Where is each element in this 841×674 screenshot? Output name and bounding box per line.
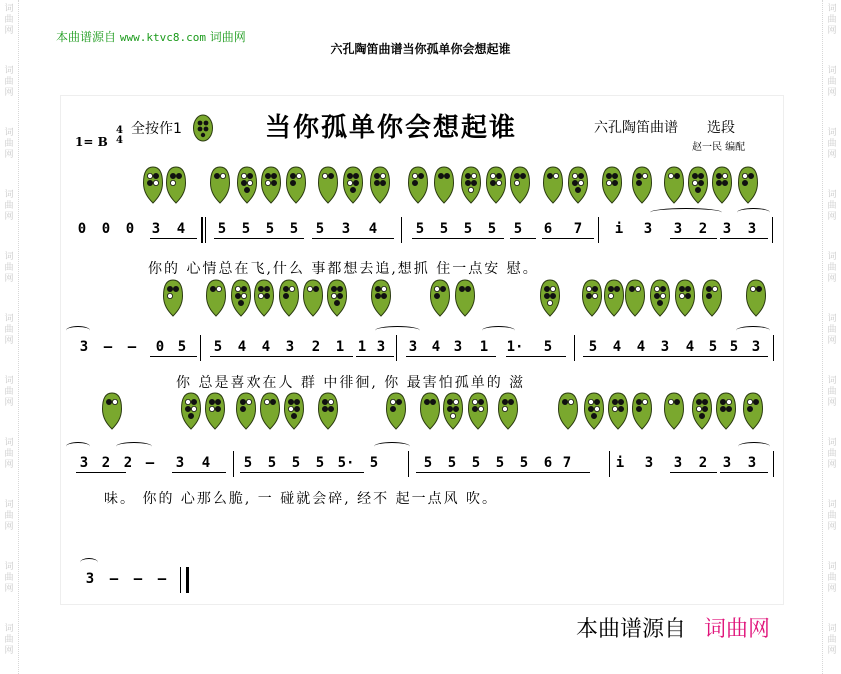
note: – [103,339,113,355]
note: 5 [463,221,473,237]
slur-mark [66,326,90,335]
note: 3 [722,221,732,237]
bar-line [598,217,599,243]
ocarina-fingering-icon [468,392,488,430]
ocarina-fingering-icon [558,392,578,430]
beat-underline [720,472,768,473]
beat-underline [510,238,536,239]
note: 5 [471,455,481,471]
ocarina-fingering-icon [455,279,475,317]
ocarina-fingering-icon [675,279,695,317]
ocarina-fingering-icon [210,166,230,204]
notation-line-1 [0,217,841,243]
slur-mark [482,326,515,335]
note: 4 [176,221,186,237]
ocarina-fingering-icon [604,279,624,317]
beat-underline [356,356,394,357]
watermark-mark: 词 曲 网 [4,4,14,36]
beat-underline [416,472,590,473]
watermark-mark: 词 曲 网 [4,624,14,656]
watermark-mark: 词 曲 网 [827,376,837,408]
note: 5 [447,455,457,471]
watermark-mark: 词 曲 网 [4,128,14,160]
slur-mark [80,558,98,567]
note: 5 [519,455,529,471]
note: 5 [708,339,718,355]
bar-line [401,217,402,243]
watermark-mark: 词 曲 网 [827,562,837,594]
ocarina-fingering-icon [738,166,758,204]
note: 3 [79,455,89,471]
note: 5 [241,221,251,237]
ocarina-fingering-icon [166,166,186,204]
beat-underline [240,472,364,473]
note: 5 [217,221,227,237]
fingering-label: 全按作1 [131,121,182,137]
note: 5 [495,455,505,471]
ocarina-fingering-icon [206,279,226,317]
ocarina-fingering-icon [237,166,257,204]
bar-line [396,335,397,361]
footer-source-prefix: 本曲谱源自 [576,617,687,642]
watermark-mark: 词 曲 网 [4,438,14,470]
note: 5 [243,455,253,471]
beat-underline [542,238,594,239]
bar-line [609,451,610,477]
ocarina-fingering-icon [716,392,736,430]
watermark-mark: 词 曲 网 [4,314,14,346]
ocarina-fingering-icon [286,166,306,204]
bar-line [574,335,575,361]
ocarina-fingering-icon [540,279,560,317]
note: 5 [177,339,187,355]
ocarina-fingering-icon [568,166,588,204]
header-url-link[interactable]: www.ktvc8.com [119,31,206,44]
ocarina-fingering-icon [498,392,518,430]
page-title: 六孔陶笛曲谱当你孤单你会想起谁 [330,42,511,56]
ocarina-fingering-icon [543,166,563,204]
watermark-mark: 词 曲 网 [4,190,14,222]
ocarina-fingering-icon [231,279,251,317]
ocarina-fingering-icon [343,166,363,204]
ocarina-fingering-icon [461,166,481,204]
ocarina-fingering-icon [510,166,530,204]
slur-mark [375,326,420,335]
note: 2 [698,221,708,237]
note: 3 [79,339,89,355]
ocarina-fingering-icon [692,392,712,430]
watermark-mark: 词 曲 网 [827,314,837,346]
ocarina-fingering-icon [261,166,281,204]
note: 4 [368,221,378,237]
beat-underline [172,472,226,473]
beat-underline [670,472,717,473]
note: 4 [237,339,247,355]
note: 4 [431,339,441,355]
ocarina-fingering-icon [236,392,256,430]
ocarina-fingering-icon [254,279,274,317]
beat-underline [412,238,504,239]
ocarina-fingering-icon [434,166,454,204]
ocarina-fingering-icon [743,392,763,430]
note: 5 [543,339,553,355]
note: 3 [376,339,386,355]
ocarina-fingering-icon [664,392,684,430]
bar-line [773,451,774,477]
note: – [145,455,155,471]
slur-mark [737,208,770,217]
ocarina-fingering-icon [664,166,684,204]
note: 7 [562,455,572,471]
notation-line-4 [0,567,841,593]
watermark-mark: 词 曲 网 [827,500,837,532]
beat-underline [150,356,197,357]
ocarina-fingering-icon [370,166,390,204]
note: 4 [612,339,622,355]
note: 5 [588,339,598,355]
note: 5 [415,221,425,237]
ocarina-fingering-icon [443,392,463,430]
lyrics-line-3: 味。 你的 心那么脆, 一 碰就会碎, 经不 起一点风 吹。 [104,491,499,507]
note: 3 [341,221,351,237]
ocarina-fingering-icon [584,392,604,430]
ocarina-all-closed-icon [193,114,213,142]
note: 3 [660,339,670,355]
note: 3 [408,339,418,355]
note: 5 [729,339,739,355]
note: 2 [101,455,111,471]
note: 5 [265,221,275,237]
bar-line [205,217,206,243]
beat-underline [720,238,768,239]
bar-line [408,451,409,477]
note: 5· [337,455,355,471]
footer-site-link[interactable]: 词曲网 [704,617,771,642]
notation-line-3 [0,451,841,477]
note: 5 [289,221,299,237]
bar-line [233,451,234,477]
slur-mark [116,442,152,451]
note: 3 [644,455,654,471]
ocarina-fingering-icon [260,392,280,430]
ocarina-fingering-icon [143,166,163,204]
meter-bottom: 4 [116,135,123,146]
time-signature [116,126,123,146]
watermark-mark: 词 曲 网 [827,4,837,36]
ocarina-fingering-icon [746,279,766,317]
watermark-mark: 词 曲 网 [827,128,837,160]
ocarina-fingering-icon [602,166,622,204]
ocarina-fingering-icon [284,392,304,430]
note: 5 [423,455,433,471]
repeat-end-bar [186,567,189,593]
note: 2 [698,455,708,471]
note: 4 [201,455,211,471]
lyrics-line-2: 你 总是喜欢在人 群 中徘徊, 你 最害怕孤单的 滋 [176,375,526,391]
note: 3 [747,221,757,237]
watermark-mark: 词 曲 网 [4,252,14,284]
ocarina-fingering-icon [688,166,708,204]
note: 3 [453,339,463,355]
slur-mark [738,442,770,451]
note: 3 [285,339,295,355]
slur-mark [736,326,770,335]
bar-line [200,335,201,361]
note: 4 [685,339,695,355]
ocarina-fingering-icon [371,279,391,317]
ocarina-fingering-icon [303,279,323,317]
watermark-mark: 词 曲 网 [827,624,837,656]
note: 5 [439,221,449,237]
note: 2 [123,455,133,471]
ocarina-fingering-icon [318,166,338,204]
ocarina-fingering-icon [702,279,722,317]
note: 3 [673,455,683,471]
note: – [127,339,137,355]
score-subtitle: 六孔陶笛曲谱 [594,120,678,136]
beat-underline [210,356,353,357]
note: 0 [125,221,135,237]
ocarina-fingering-icon [386,392,406,430]
ocarina-fingering-icon [632,392,652,430]
note: i [614,221,624,237]
watermark-mark: 词 曲 网 [4,376,14,408]
note: 4 [636,339,646,355]
bar-line [773,335,774,361]
note: 3 [151,221,161,237]
note: 3 [673,221,683,237]
arranger-credit: 赵一民 编配 [692,142,746,153]
header-site-link[interactable]: 词曲网 [209,30,246,44]
note: 1· [506,339,524,355]
note: 5 [315,455,325,471]
ocarina-fingering-icon [608,392,628,430]
bar-line [180,567,181,593]
note: 1 [357,339,367,355]
slur-mark [374,442,410,451]
note: 5 [267,455,277,471]
ocarina-fingering-icon [420,392,440,430]
note: 5 [213,339,223,355]
note: 3 [643,221,653,237]
note: 5 [513,221,523,237]
ocarina-fingering-icon [205,392,225,430]
song-title: 当你孤单你会想起谁 [265,113,518,143]
ocarina-fingering-icon [163,279,183,317]
watermark-mark: 词 曲 网 [4,562,14,594]
note: 0 [155,339,165,355]
note: 1 [335,339,345,355]
ocarina-fingering-icon [625,279,645,317]
note: – [133,571,143,587]
watermark-mark: 词 曲 网 [827,66,837,98]
ocarina-fingering-icon [181,392,201,430]
note: 3 [175,455,185,471]
note: i [615,455,625,471]
note: – [157,571,167,587]
header-source-prefix: 本曲谱源自 [56,30,117,44]
note: 6 [543,455,553,471]
note: 5 [291,455,301,471]
note: 3 [85,571,95,587]
ocarina-fingering-icon [632,166,652,204]
bar-line [772,217,773,243]
watermark-mark: 词 曲 网 [827,252,837,284]
ocarina-fingering-icon [430,279,450,317]
note: 3 [722,455,732,471]
slur-mark [66,442,90,451]
note: 5 [487,221,497,237]
ocarina-fingering-icon [582,279,602,317]
beat-underline [214,238,304,239]
watermark-mark: 词 曲 网 [827,438,837,470]
note: 6 [543,221,553,237]
ocarina-fingering-icon [279,279,299,317]
watermark-mark: 词 曲 网 [827,190,837,222]
note: 2 [311,339,321,355]
note: 3 [751,339,761,355]
note: 7 [573,221,583,237]
watermark-mark: 词 曲 网 [4,66,14,98]
lyrics-line-1: 你的 心情总在飞,什么 事都想去追,想抓 住一点安 慰。 [148,261,539,277]
slur-mark [650,208,722,217]
repeat-start-bar [201,217,203,243]
note: 0 [77,221,87,237]
ocarina-fingering-icon [712,166,732,204]
meter-top: 4 [116,125,123,136]
ocarina-fingering-icon [486,166,506,204]
ocarina-fingering-icon [650,279,670,317]
note: 5 [315,221,325,237]
note: 5 [369,455,379,471]
beat-underline [312,238,394,239]
beat-underline [583,356,768,357]
excerpt-label: 选段 [707,120,735,136]
beat-underline [406,356,496,357]
key-signature: 1= B [75,135,108,149]
ocarina-fingering-icon [408,166,428,204]
beat-underline [76,472,126,473]
note: 4 [261,339,271,355]
beat-underline [150,238,197,239]
ocarina-fingering-icon [318,392,338,430]
footer-source [576,612,770,643]
watermark-mark: 词 曲 网 [4,500,14,532]
note: – [109,571,119,587]
note: 1 [479,339,489,355]
notation-line-2 [0,335,841,361]
ocarina-fingering-icon [102,392,122,430]
note: 0 [101,221,111,237]
beat-underline [670,238,717,239]
note: 3 [747,455,757,471]
beat-underline [506,356,566,357]
ocarina-fingering-icon [327,279,347,317]
